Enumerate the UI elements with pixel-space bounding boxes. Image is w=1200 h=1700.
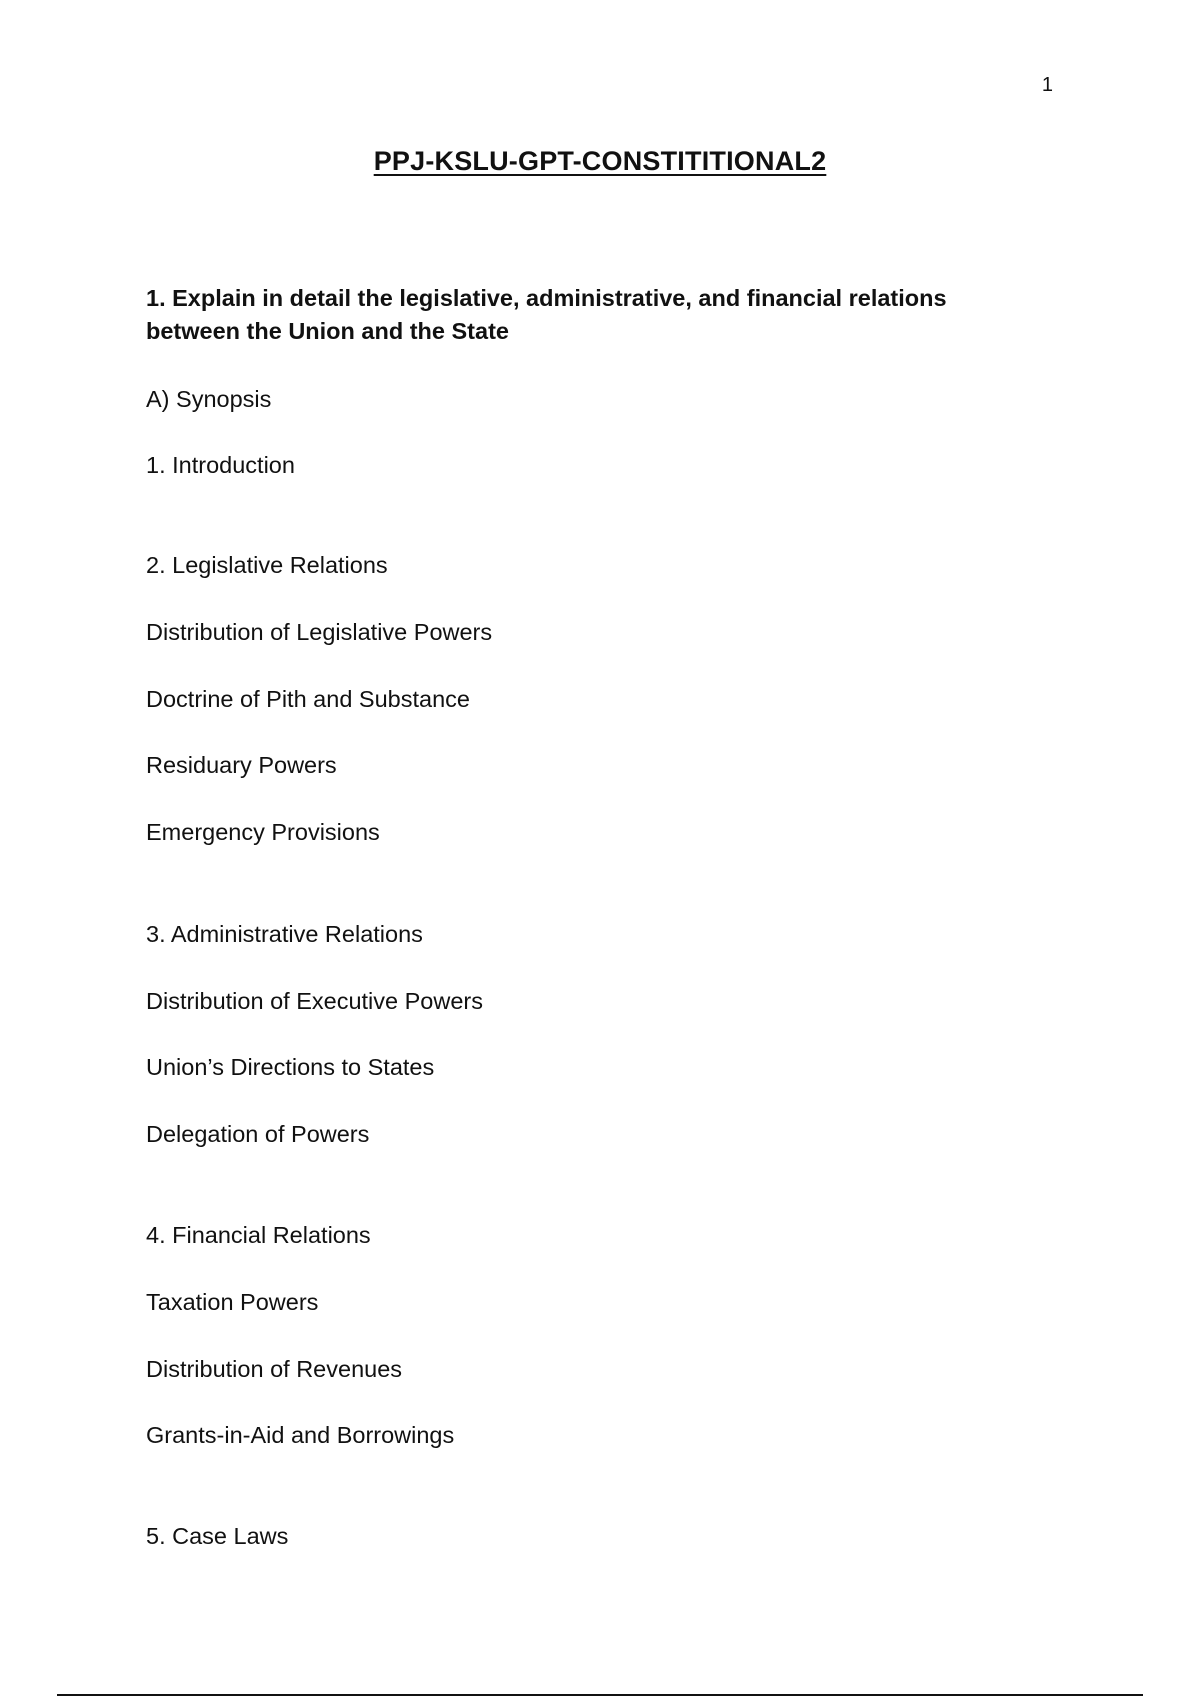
list-item: Doctrine of Pith and Substance — [146, 686, 470, 712]
legislative-heading: 2. Legislative Relations — [146, 552, 388, 578]
list-item: Grants-in-Aid and Borrowings — [146, 1422, 455, 1448]
list-item: Taxation Powers — [146, 1289, 319, 1315]
list-item: Union’s Directions to States — [146, 1054, 435, 1080]
list-item: Emergency Provisions — [146, 819, 380, 845]
question-heading: 1. Explain in detail the legislative, administrative, and financial relations between the Union and the State — [146, 285, 947, 344]
list-item: Distribution of Legislative Powers — [146, 619, 493, 645]
page-number: 1 — [1041, 74, 1053, 96]
administrative-heading: 3. Administrative Relations — [146, 921, 423, 947]
list-item: Distribution of Executive Powers — [146, 988, 483, 1014]
list-item: Distribution of Revenues — [146, 1356, 403, 1382]
footer-divider — [57, 1694, 1143, 1696]
document-title: PPJ-KSLU-GPT-CONSTITITIONAL2 — [373, 146, 827, 176]
synopsis-label: A) Synopsis — [146, 386, 272, 412]
list-item: Residuary Powers — [146, 752, 337, 778]
introduction-heading: 1. Introduction — [146, 452, 295, 478]
list-item: Delegation of Powers — [146, 1121, 370, 1147]
financial-heading: 4. Financial Relations — [146, 1222, 371, 1248]
case-laws-heading: 5. Case Laws — [146, 1523, 289, 1549]
